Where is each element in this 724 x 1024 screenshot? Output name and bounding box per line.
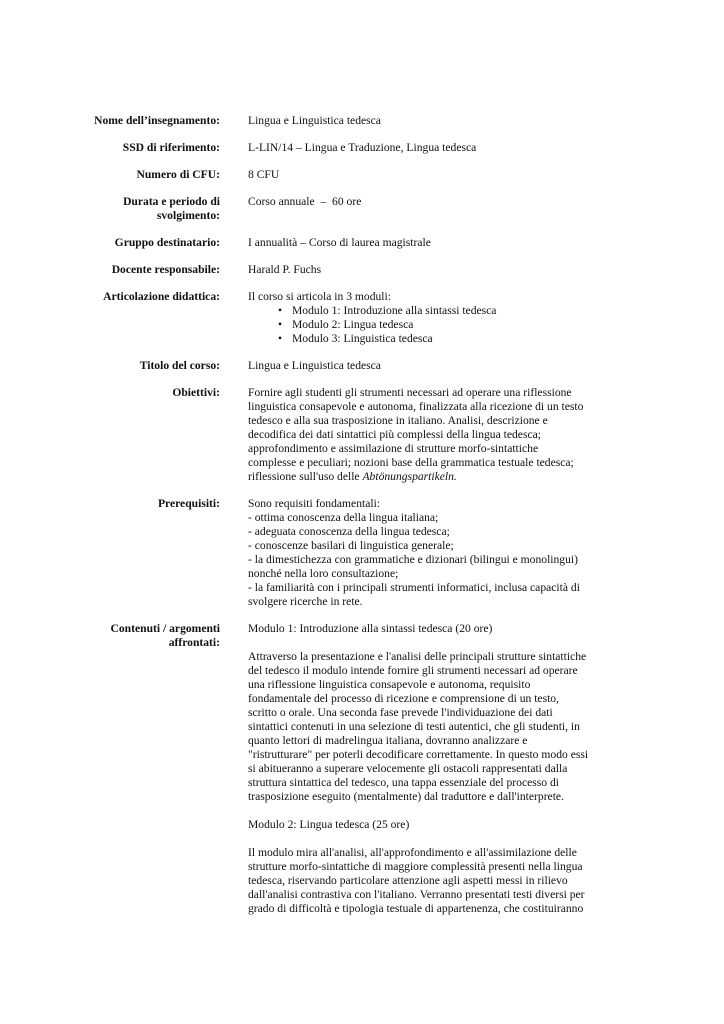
module-item-2: Modulo 2: Lingua tedesca (292, 318, 414, 331)
modulo1-line: trasposizione eseguito (mentalmente) dal traduttore e dall'interprete. (248, 790, 564, 803)
modulo1-line: del tedesco il modulo intende fornire gli strumenti necessari ad operare (248, 664, 578, 677)
modulo2-line: strutture morfo-sintattiche di maggiore complessità presenti nella lingua (248, 860, 583, 873)
bullet-icon: • (277, 304, 282, 317)
modulo1-paragraph (248, 650, 606, 804)
value-obiettivi (248, 386, 606, 484)
modulo1-title-block (248, 622, 606, 636)
module-list (248, 304, 606, 346)
label-titolo: Titolo del corso: (139, 359, 220, 372)
obiettivi-last-prefix: riflessione sull'uso delle (248, 470, 363, 483)
row-obiettivi (0, 386, 724, 484)
value-prerequisiti (248, 497, 606, 609)
prerequisiti-line: - la familiarità con i principali strumenti informatici, inclusa capacità di (248, 581, 580, 594)
modulo2-paragraph (248, 846, 606, 916)
prerequisiti-line: - ottima conoscenza della lingua italiana; (248, 511, 439, 524)
modulo2-line: dall'analisi contrastiva con l'italiano. Verranno presentati testi diversi per (248, 888, 585, 901)
obiettivi-line: Fornire agli studenti gli strumenti necessari ad operare una riflessione (248, 386, 572, 399)
prerequisiti-line: - adeguata conoscenza della lingua tedesca; (248, 525, 450, 538)
row-articolazione (0, 290, 724, 346)
label-obiettivi: Obiettivi: (172, 386, 220, 399)
module-item-1: Modulo 1: Introduzione alla sintassi tedesca (292, 304, 497, 317)
value-durata: Corso annuale – 60 ore (248, 195, 362, 208)
row-cfu (0, 168, 724, 182)
value-articolazione (248, 290, 606, 346)
value-titolo: Lingua e Linguistica tedesca (248, 359, 381, 372)
obiettivi-last-line (248, 470, 606, 484)
prerequisiti-line: nonché nella loro consultazione; (248, 567, 399, 580)
label-ssd: SSD di riferimento: (122, 141, 220, 154)
value-docente: Harald P. Fuchs (248, 263, 322, 276)
label-articolazione: Articolazione didattica: (103, 290, 220, 303)
bullet-icon: • (277, 332, 282, 345)
obiettivi-line: approfondimento e assimilazione di strutture morfo-sintattiche (248, 442, 539, 455)
list-item (248, 332, 606, 346)
value-contenuti (248, 622, 606, 916)
row-durata (0, 195, 724, 223)
modulo2-line: grado di difficoltà e tipologia testuale di appartenenza, che costituiranno (248, 902, 584, 915)
row-prerequisiti (0, 497, 724, 609)
modulo2-line: Il modulo mira all'analisi, all'approfondimento e all'assimilazione delle (248, 846, 577, 859)
label-cfu: Numero di CFU: (136, 168, 220, 181)
label-contenuti-line2: affrontati: (168, 636, 220, 649)
label-durata (0, 195, 220, 223)
obiettivi-line: linguistica consapevole e autonoma, finalizzata alla ricezione di un testo (248, 400, 584, 413)
module-item-3: Modulo 3: Linguistica tedesca (292, 332, 433, 345)
articolazione-intro: Il corso si articola in 3 moduli: (248, 290, 391, 303)
modulo2-title: Modulo 2: Lingua tedesca (25 ore) (248, 818, 410, 831)
value-cfu: 8 CFU (248, 168, 280, 181)
modulo1-line: Attraverso la presentazione e l'analisi delle principali strutture sintattiche (248, 650, 587, 663)
modulo1-line: sintattici contenuti in una selezione di testi autentici, che gli studenti, in (248, 720, 580, 733)
label-durata-line2: svolgimento: (156, 209, 220, 222)
modulo1-line: fondamentale del processo di ricezione e comprensione di un testo, (248, 692, 559, 705)
prerequisiti-line: - conoscenze basilari di linguistica generale; (248, 539, 454, 552)
modulo1-title: Modulo 1: Introduzione alla sintassi tedesca (20 ore) (248, 622, 493, 635)
row-docente (0, 263, 724, 277)
row-contenuti (0, 622, 724, 916)
prerequisiti-line: svolgere ricerche in rete. (248, 595, 363, 608)
label-nome: Nome dell’insegnamento: (94, 114, 220, 127)
row-titolo (0, 359, 724, 373)
label-docente: Docente responsabile: (111, 263, 220, 276)
value-nome: Lingua e Linguistica tedesca (248, 114, 381, 127)
modulo2-line: tedesca, riservando particolare attenzione agli aspetti messi in rilievo (248, 874, 568, 887)
label-contenuti (0, 622, 220, 916)
modulo1-line: struttura sintattica del tedesco, una tappa essenziale del processo di (248, 776, 559, 789)
modulo1-line: una riflessione linguistica consapevole e autonoma, requisito (248, 678, 531, 691)
row-ssd (0, 141, 724, 155)
row-nome (0, 114, 724, 128)
list-item (248, 304, 606, 318)
modulo1-line: scritto o orale. Una seconda fase prevede l'individuazione dei dati (248, 706, 553, 719)
value-gruppo: I annualità – Corso di laurea magistrale (248, 236, 431, 249)
prerequisiti-line: Sono requisiti fondamentali: (248, 497, 381, 510)
label-gruppo: Gruppo destinatario: (114, 236, 220, 249)
bullet-icon: • (277, 318, 282, 331)
list-item (248, 318, 606, 332)
abtoenungspartikeln-term: Abtönungspartikeln. (362, 470, 457, 483)
obiettivi-line: complesse e peculiari; nozioni base della grammatica testuale tedesca; (248, 456, 574, 469)
modulo1-line: quanto lettori di madrelingua italiana, dovranno analizzare e (248, 734, 528, 747)
label-durata-line1: Durata e periodo di (123, 195, 220, 208)
row-gruppo (0, 236, 724, 250)
label-contenuti-line1: Contenuti / argomenti (110, 622, 220, 635)
modulo1-line: "ristrutturare" per poterli decodificare correttamente. In questo modo essi (248, 748, 589, 761)
modulo1-line: si abitueranno a superare velocemente gli ostacoli rappresentati dalla (248, 762, 568, 775)
modulo2-title-block (248, 818, 606, 832)
label-prerequisiti: Prerequisiti: (157, 497, 220, 510)
value-ssd: L-LIN/14 – Lingua e Traduzione, Lingua tedesca (248, 141, 477, 154)
obiettivi-line: decodifica dei dati sintattici più complessi della lingua tedesca; (248, 428, 541, 441)
prerequisiti-line: - la dimestichezza con grammatiche e dizionari (bilingui e monolingui) (248, 553, 578, 566)
obiettivi-line: tedesco e alla sua trasposizione in italiano. Analisi, descrizione e (248, 414, 548, 427)
course-sheet (0, 114, 724, 929)
